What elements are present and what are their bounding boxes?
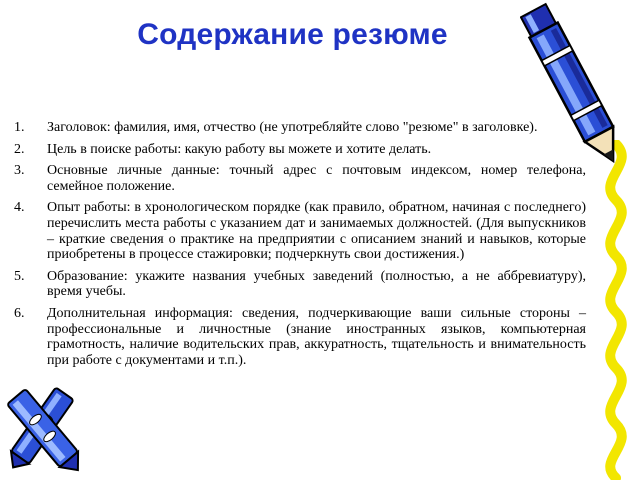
list-item <box>14 269 586 300</box>
list-item <box>14 306 586 368</box>
squiggle-border-icon <box>592 140 640 480</box>
page-title: Содержание резюме <box>137 18 448 51</box>
list-item-number: 6. <box>14 305 25 321</box>
pen-icon <box>520 0 640 175</box>
list-item-text: Основные личные данные: точный адрес с почтовым индексом, номер телефона, семейное положение. <box>47 163 586 194</box>
list-item <box>14 120 586 136</box>
list-item-text: Цель в поиске работы: какую работу вы можете и хотите делать. <box>47 141 432 157</box>
crayons-icon <box>0 385 110 480</box>
list-item <box>14 142 586 158</box>
list-item-number: 2. <box>14 141 25 157</box>
resume-content-list <box>14 120 586 374</box>
list-item-number: 5. <box>14 268 25 284</box>
list-item-text: Дополнительная информация: сведения, подчеркивающие ваши сильные стороны – профессиональные и личностные (знание иностранных языков, компьютерная грамотность, наличие водительских прав, аккуратность, тщательность и внимательность при работе с документами и т.п.). <box>47 305 586 368</box>
list-item-number: 1. <box>14 120 25 135</box>
list-item <box>14 163 586 194</box>
list-item-text: Образование: укажите названия учебных заведений (полностью, а не аббревиатуру), время учебы. <box>47 268 586 300</box>
list-item-text: Опыт работы: в хронологическом порядке (как правило, обратном, начиная с последнего) перечислить места работы с указанием дат и занимаемых должностей. (Для выпускников – краткие сведения о практике на предприятии с описанием знаний и навыков, которые приобретены в процессе стажировки; подчеркнуть свои достижения.) <box>47 200 586 263</box>
list-item-text: Заголовок: фамилия, имя, отчество (не употребляйте слово "резюме" в заголовке). <box>47 120 538 135</box>
list-item-number: 4. <box>14 200 25 216</box>
list-item-number: 3. <box>14 163 25 179</box>
list-item <box>14 200 586 262</box>
